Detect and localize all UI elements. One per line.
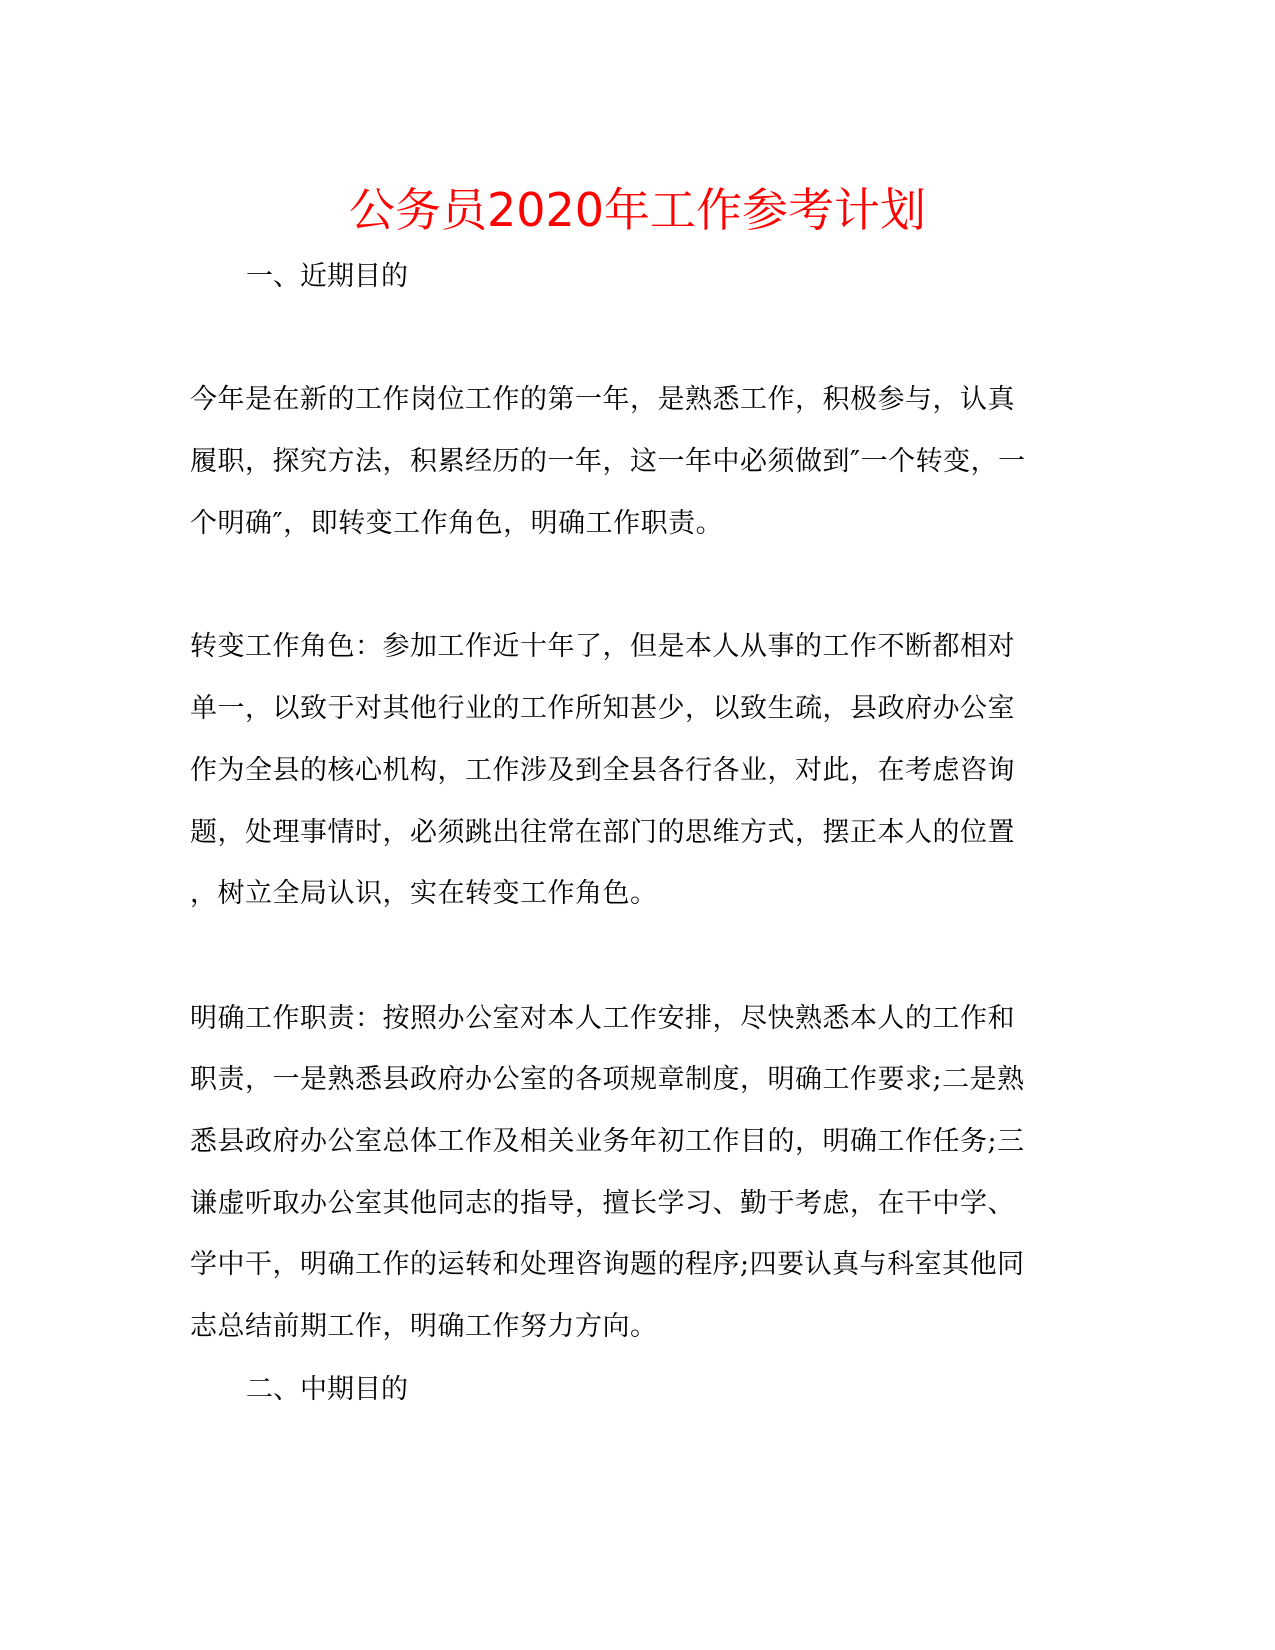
paragraph-2-line-1: 转变工作角色：参加工作近十年了，但是本人从事的工作不断都相对 — [190, 631, 1015, 662]
paragraph-2-line-4: 题，处理事情时，必须跳出往常在部门的思维方式，摆正本人的位置 — [190, 817, 1015, 848]
paragraph-2-line-3: 作为全县的核心机构，工作涉及到全县各行各业，对此，在考虑咨询 — [190, 755, 1015, 786]
paragraph-2-line-5: ，树立全局认识，实在转变工作角色。 — [190, 878, 658, 909]
paragraph-2-line-2: 单一，以致于对其他行业的工作所知甚少，以致生疏，县政府办公室 — [190, 693, 1015, 724]
paragraph-3-line-6: 志总结前期工作，明确工作努力方向。 — [190, 1311, 658, 1342]
document-title: 公务员2020年工作参考计划 — [348, 183, 927, 237]
paragraph-1-line-1: 今年是在新的工作岗位工作的第一年，是熟悉工作，积极参与，认真 — [190, 384, 1015, 415]
paragraph-3-line-3: 悉县政府办公室总体工作及相关业务年初工作目的，明确工作任务;三 — [190, 1126, 1025, 1157]
paragraph-1-line-2: 履职，探究方法，积累经历的一年，这一年中必须做到″一个转变，一 — [190, 446, 1026, 477]
paragraph-3-line-2: 职责，一是熟悉县政府办公室的各项规章制度，明确工作要求;二是熟 — [190, 1064, 1025, 1095]
paragraph-3-line-4: 谦虚听取办公室其他同志的指导，擅长学习、勤于考虑，在干中学、 — [190, 1188, 1015, 1219]
section-heading-2: 二、中期目的 — [246, 1374, 408, 1405]
paragraph-3-line-1: 明确工作职责：按照办公室对本人工作安排，尽快熟悉本人的工作和 — [190, 1003, 1015, 1034]
section-heading-1: 一、近期目的 — [246, 261, 408, 292]
paragraph-1-line-3: 个明确″，即转变工作角色，明确工作职责。 — [190, 508, 724, 539]
paragraph-3-line-5: 学中干，明确工作的运转和处理咨询题的程序;四要认真与科室其他同 — [190, 1249, 1025, 1280]
